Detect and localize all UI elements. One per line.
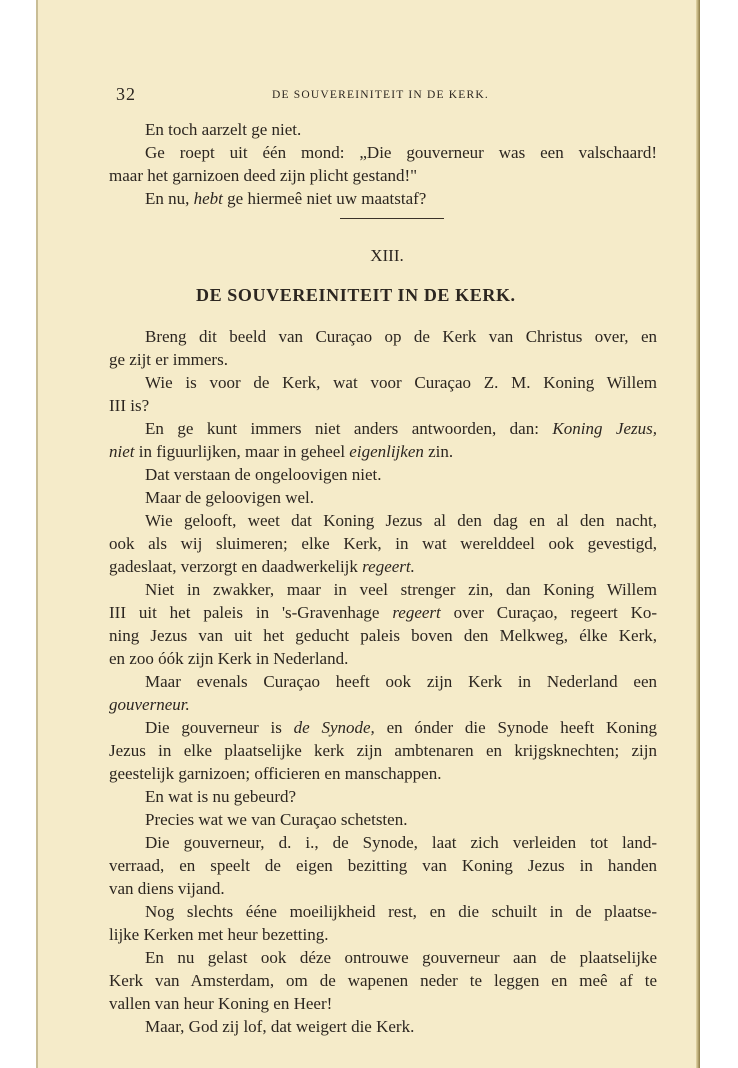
text-line: Die gouverneur, d. i., de Synode, laat zich verleiden tot land-	[145, 833, 657, 852]
text-line: En toch aarzelt ge niet.	[145, 120, 302, 139]
text-line: Breng dit beeld van Curaçao op de Kerk van Christus over, en	[145, 327, 657, 346]
text-line: En wat is nu gebeurd?	[145, 787, 297, 806]
text-span: ge hiermeê niet uw maatstaf?	[222, 189, 427, 208]
text-line: en zoo óók zijn Kerk in Nederland.	[109, 649, 349, 668]
text-span: III uit het paleis in 's-Gravenhage	[109, 603, 380, 622]
page-edge-right	[696, 0, 700, 1068]
text-span: en ónder die Synode heeft Koning	[386, 718, 657, 737]
text-line: ook als wij sluimeren; elke Kerk, in wat werelddeel ook gevestigd,	[109, 534, 657, 553]
text-line: Niet in zwakker, maar in veel strenger zin, dan Koning Willem	[145, 580, 657, 599]
italic-word: hebt	[193, 189, 223, 208]
page-number: 32	[116, 84, 136, 104]
text-line: Precies wat we van Curaçao schetsten.	[145, 810, 408, 829]
text-line: Jezus in elke plaatselijke kerk zijn ambtenaren en krijgsknechten; zijn	[109, 741, 657, 760]
text-span: over Curaçao, regeert Ko-	[453, 603, 658, 622]
italic-word: niet	[109, 442, 135, 461]
text-line	[109, 440, 657, 463]
chapter-number: XIII.	[370, 246, 404, 265]
text-line	[109, 693, 657, 716]
running-head: DE SOUVEREINITEIT IN DE KERK.	[272, 89, 489, 101]
text-line: Wie is voor de Kerk, wat voor Curaçao Z. M. Koning Willem	[145, 373, 657, 392]
text-span: gadeslaat, verzorgt en daadwerkelijk	[109, 557, 358, 576]
text-line: III is?	[109, 396, 150, 415]
text-span: En nu,	[145, 189, 194, 208]
text-line: lijke Kerken met heur bezetting.	[109, 925, 329, 944]
text-line: maar het garnizoen deed zijn plicht gestand!"	[109, 166, 418, 185]
text-span: in figuurlijken, maar in geheel	[138, 442, 346, 461]
text-line: ge zijt er immers.	[109, 350, 228, 369]
text-line: Ge roept uit één mond: „Die gouverneur was een valschaard!	[145, 143, 657, 162]
italic-word: regeert	[392, 603, 441, 622]
text-line: vallen van heur Koning en Heer!	[109, 994, 333, 1013]
text-line	[109, 601, 657, 624]
text-span: zin.	[428, 442, 454, 461]
italic-word: gouverneur.	[109, 695, 190, 714]
text-span: Die gouverneur is	[145, 718, 282, 737]
text-line: Dat verstaan de ongeloovigen niet.	[145, 465, 382, 484]
text-line	[109, 716, 657, 739]
text-line: Wie gelooft, weet dat Koning Jezus al den dag en al den nacht,	[145, 511, 657, 530]
text-line: Maar, God zij lof, dat weigert die Kerk.	[145, 1017, 415, 1036]
text-line: verraad, en speelt de eigen bezitting van Koning Jezus in handen	[109, 856, 657, 875]
text-line	[109, 417, 657, 440]
text-line: van diens vijand.	[109, 879, 225, 898]
text-line: Kerk van Amsterdam, om de wapenen neder te leggen en meê af te	[109, 971, 657, 990]
text-line	[109, 555, 657, 578]
text-line: En nu gelast ook déze ontrouwe gouverneur aan de plaatselijke	[145, 948, 657, 967]
italic-word: eigenlijken	[349, 442, 424, 461]
text-line: ning Jezus van uit het geducht paleis boven den Melkweg, élke Kerk,	[109, 626, 657, 645]
text-line: Nog slechts ééne moeilijkheid rest, en die schuilt in de plaatse-	[145, 902, 657, 921]
text-line: Maar evenals Curaçao heeft ook zijn Kerk in Nederland een	[145, 672, 657, 691]
italic-word: regeert.	[362, 557, 415, 576]
page-edge-left	[36, 0, 38, 1068]
chapter-title: DE SOUVEREINITEIT IN DE KERK.	[196, 285, 516, 305]
text-line	[109, 187, 657, 210]
text-line: geestelijk garnizoen; officieren en manschappen.	[109, 764, 442, 783]
italic-phrase: Koning Jezus,	[552, 419, 657, 438]
italic-phrase: de Synode,	[293, 718, 375, 737]
section-divider	[340, 218, 444, 219]
text-span: En ge kunt immers niet anders antwoorden, dan:	[145, 419, 539, 438]
text-line: Maar de geloovigen wel.	[145, 488, 314, 507]
